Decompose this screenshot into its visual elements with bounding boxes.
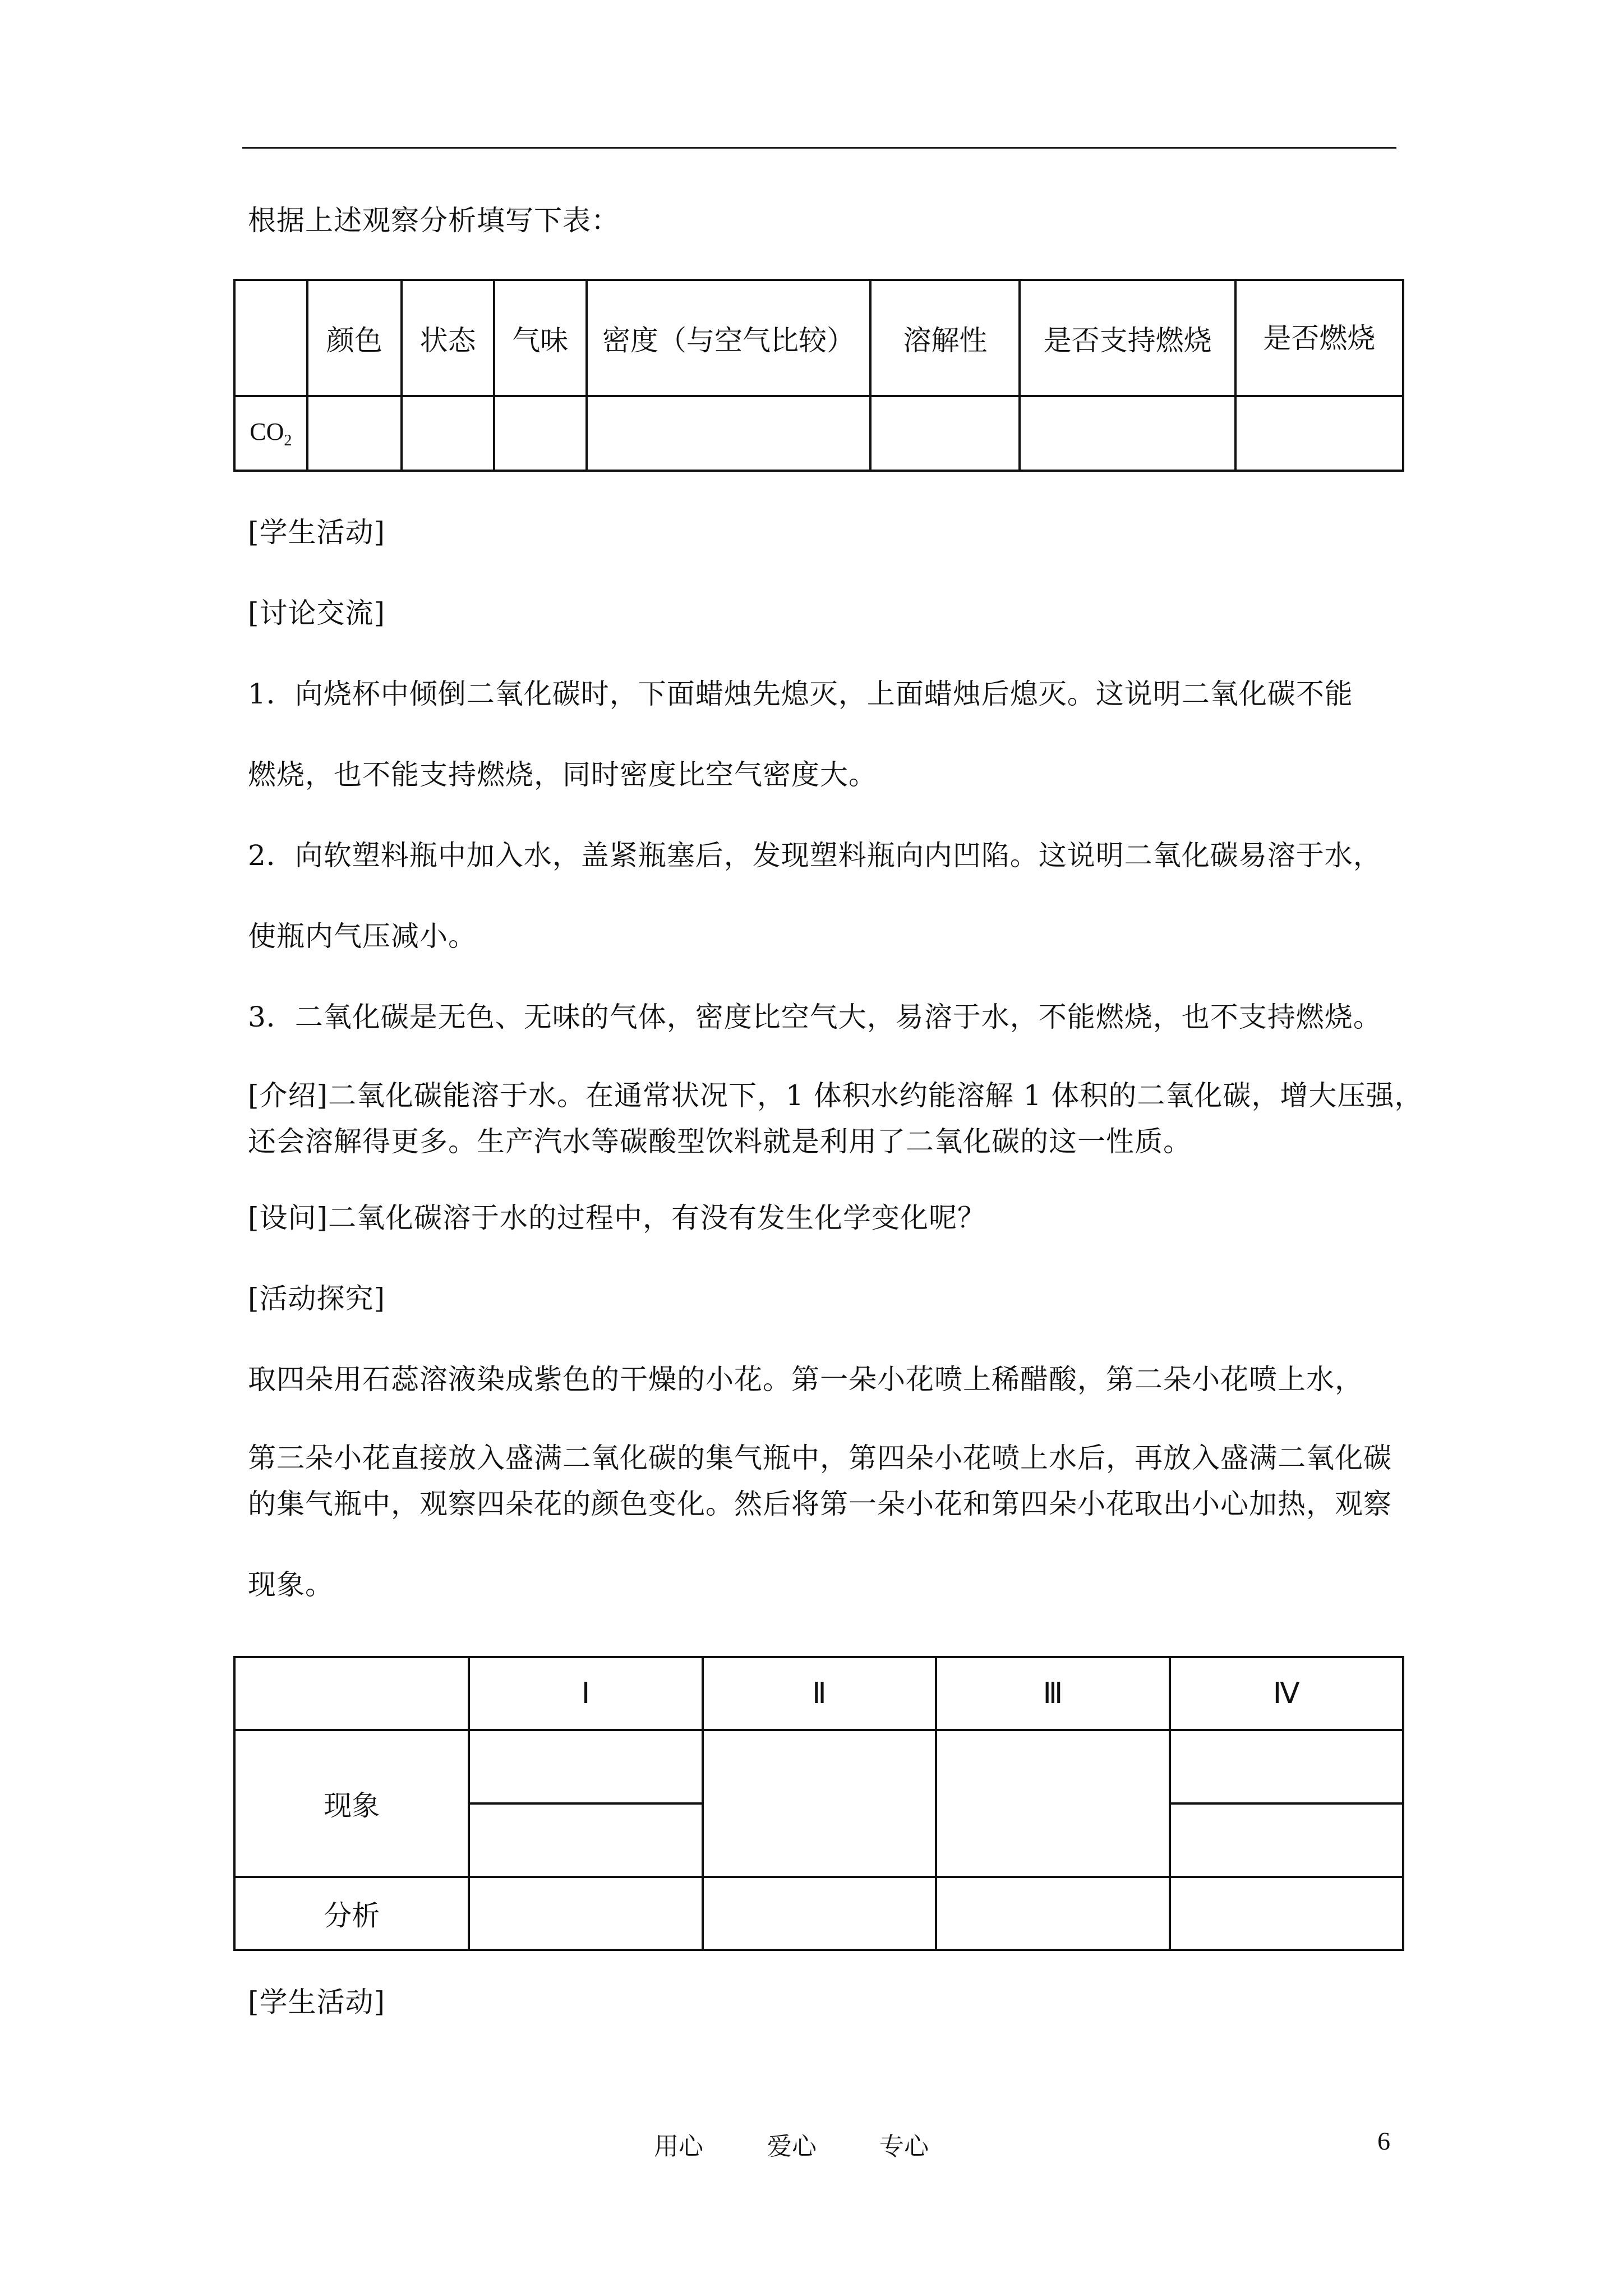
cell-combustible (1235, 396, 1403, 471)
footer-text-left: 用心 (654, 2132, 703, 2161)
header-cell-odor: 气味 (494, 280, 587, 396)
phenomenon-label: 现象 (234, 1730, 469, 1877)
header-cell-combustible: 是否燃烧 (1235, 280, 1403, 396)
page-number: 6 (1377, 2127, 1390, 2155)
table2-header-iv: Ⅳ (1170, 1657, 1403, 1730)
item2-line1: 2．向软塑料瓶中加入水，盖紧瓶塞后，发现塑料瓶向内凹陷。这说明二氧化碳易溶于水， (248, 839, 1382, 872)
cell-density (587, 396, 871, 471)
cell-ii-analysis (703, 1877, 936, 1950)
co2-subscript: 2 (284, 431, 292, 449)
cell-i-phenomenon-a (469, 1730, 702, 1803)
cell-state (402, 396, 494, 471)
phenomenon-row-upper (234, 1730, 1403, 1803)
cell-ii-phenomenon (703, 1730, 936, 1877)
table2-header-i: Ⅰ (469, 1657, 702, 1730)
cell-supports-combustion (1020, 396, 1235, 471)
item2-line2: 使瓶内气压减小。 (248, 920, 477, 953)
discussion-heading: [讨论交流] (248, 597, 386, 629)
footer-text-middle: 爱心 (767, 2132, 817, 2161)
cell-odor (494, 396, 587, 471)
item3: 3．二氧化碳是无色、无味的气体，密度比空气大，易溶于水，不能燃烧，也不支持燃烧。 (248, 1001, 1382, 1033)
explore-line1: 取四朵用石蕊溶液染成紫色的干燥的小花。第一朵小花喷上稀醋酸，第二朵小花喷上水， (248, 1363, 1363, 1396)
explore-line3: 的集气瓶中，观察四朵花的颜色变化。然后将第一朵小花和第四朵小花取出小心加热，观察 (248, 1488, 1392, 1520)
explore-line4: 现象。 (248, 1568, 334, 1601)
header-cell-density: 密度（与空气比较） (587, 280, 871, 396)
student-activity-heading-2: [学生活动] (248, 1986, 386, 2018)
table2-header-empty (234, 1657, 469, 1730)
analysis-row (234, 1877, 1403, 1950)
header-cell-solubility: 溶解性 (870, 280, 1020, 396)
cell-iv-analysis (1170, 1877, 1403, 1950)
table2-header-row (234, 1657, 1403, 1730)
co2-properties-table (233, 279, 1404, 472)
introduction-line1: [介绍]二氧化碳能溶于水。在通常状况下，1 体积水约能溶解 1 体积的二氧化碳，增大压强， (248, 1079, 1423, 1112)
intro-text: 根据上述观察分析填写下表： (248, 204, 620, 237)
table2-header-ii: Ⅱ (703, 1657, 936, 1730)
header-rule (242, 147, 1396, 149)
co2-formula: CO (250, 417, 284, 445)
cell-i-phenomenon-b (469, 1803, 702, 1877)
row-label-co2 (234, 396, 307, 471)
table2-header-iii: Ⅲ (936, 1657, 1169, 1730)
item1-line1: 1．向烧杯中倾倒二氧化碳时，下面蜡烛先熄灭，上面蜡烛后熄灭。这说明二氧化碳不能 (248, 678, 1353, 710)
cell-iv-phenomenon-b (1170, 1803, 1403, 1877)
cell-solubility (870, 396, 1020, 471)
item1-line2: 燃烧，也不能支持燃烧，同时密度比空气密度大。 (248, 758, 877, 791)
introduction-line2: 还会溶解得更多。生产汽水等碳酸型饮料就是利用了二氧化碳的这一性质。 (248, 1125, 1192, 1158)
analysis-label: 分析 (234, 1877, 469, 1950)
cell-iii-analysis (936, 1877, 1169, 1950)
table-row-co2 (234, 396, 1403, 471)
explore-line2: 第三朵小花直接放入盛满二氧化碳的集气瓶中，第四朵小花喷上水后，再放入盛满二氧化碳 (248, 1442, 1392, 1474)
student-activity-heading: [学生活动] (248, 516, 386, 549)
cell-iv-phenomenon-a (1170, 1730, 1403, 1803)
header-cell-state: 状态 (402, 280, 494, 396)
cell-iii-phenomenon (936, 1730, 1169, 1877)
explore-heading: [活动探究] (248, 1282, 386, 1315)
litmus-experiment-table (233, 1656, 1404, 1951)
header-cell-empty (234, 280, 307, 396)
table-header-row (234, 280, 1403, 396)
footer-text-right: 专心 (879, 2132, 929, 2161)
header-cell-color: 颜色 (307, 280, 402, 396)
question-text: [设问]二氧化碳溶于水的过程中，有没有发生化学变化呢？ (248, 1202, 986, 1234)
header-cell-supports-combustion: 是否支持燃烧 (1020, 280, 1235, 396)
cell-i-analysis (469, 1877, 702, 1950)
cell-color (307, 396, 402, 471)
